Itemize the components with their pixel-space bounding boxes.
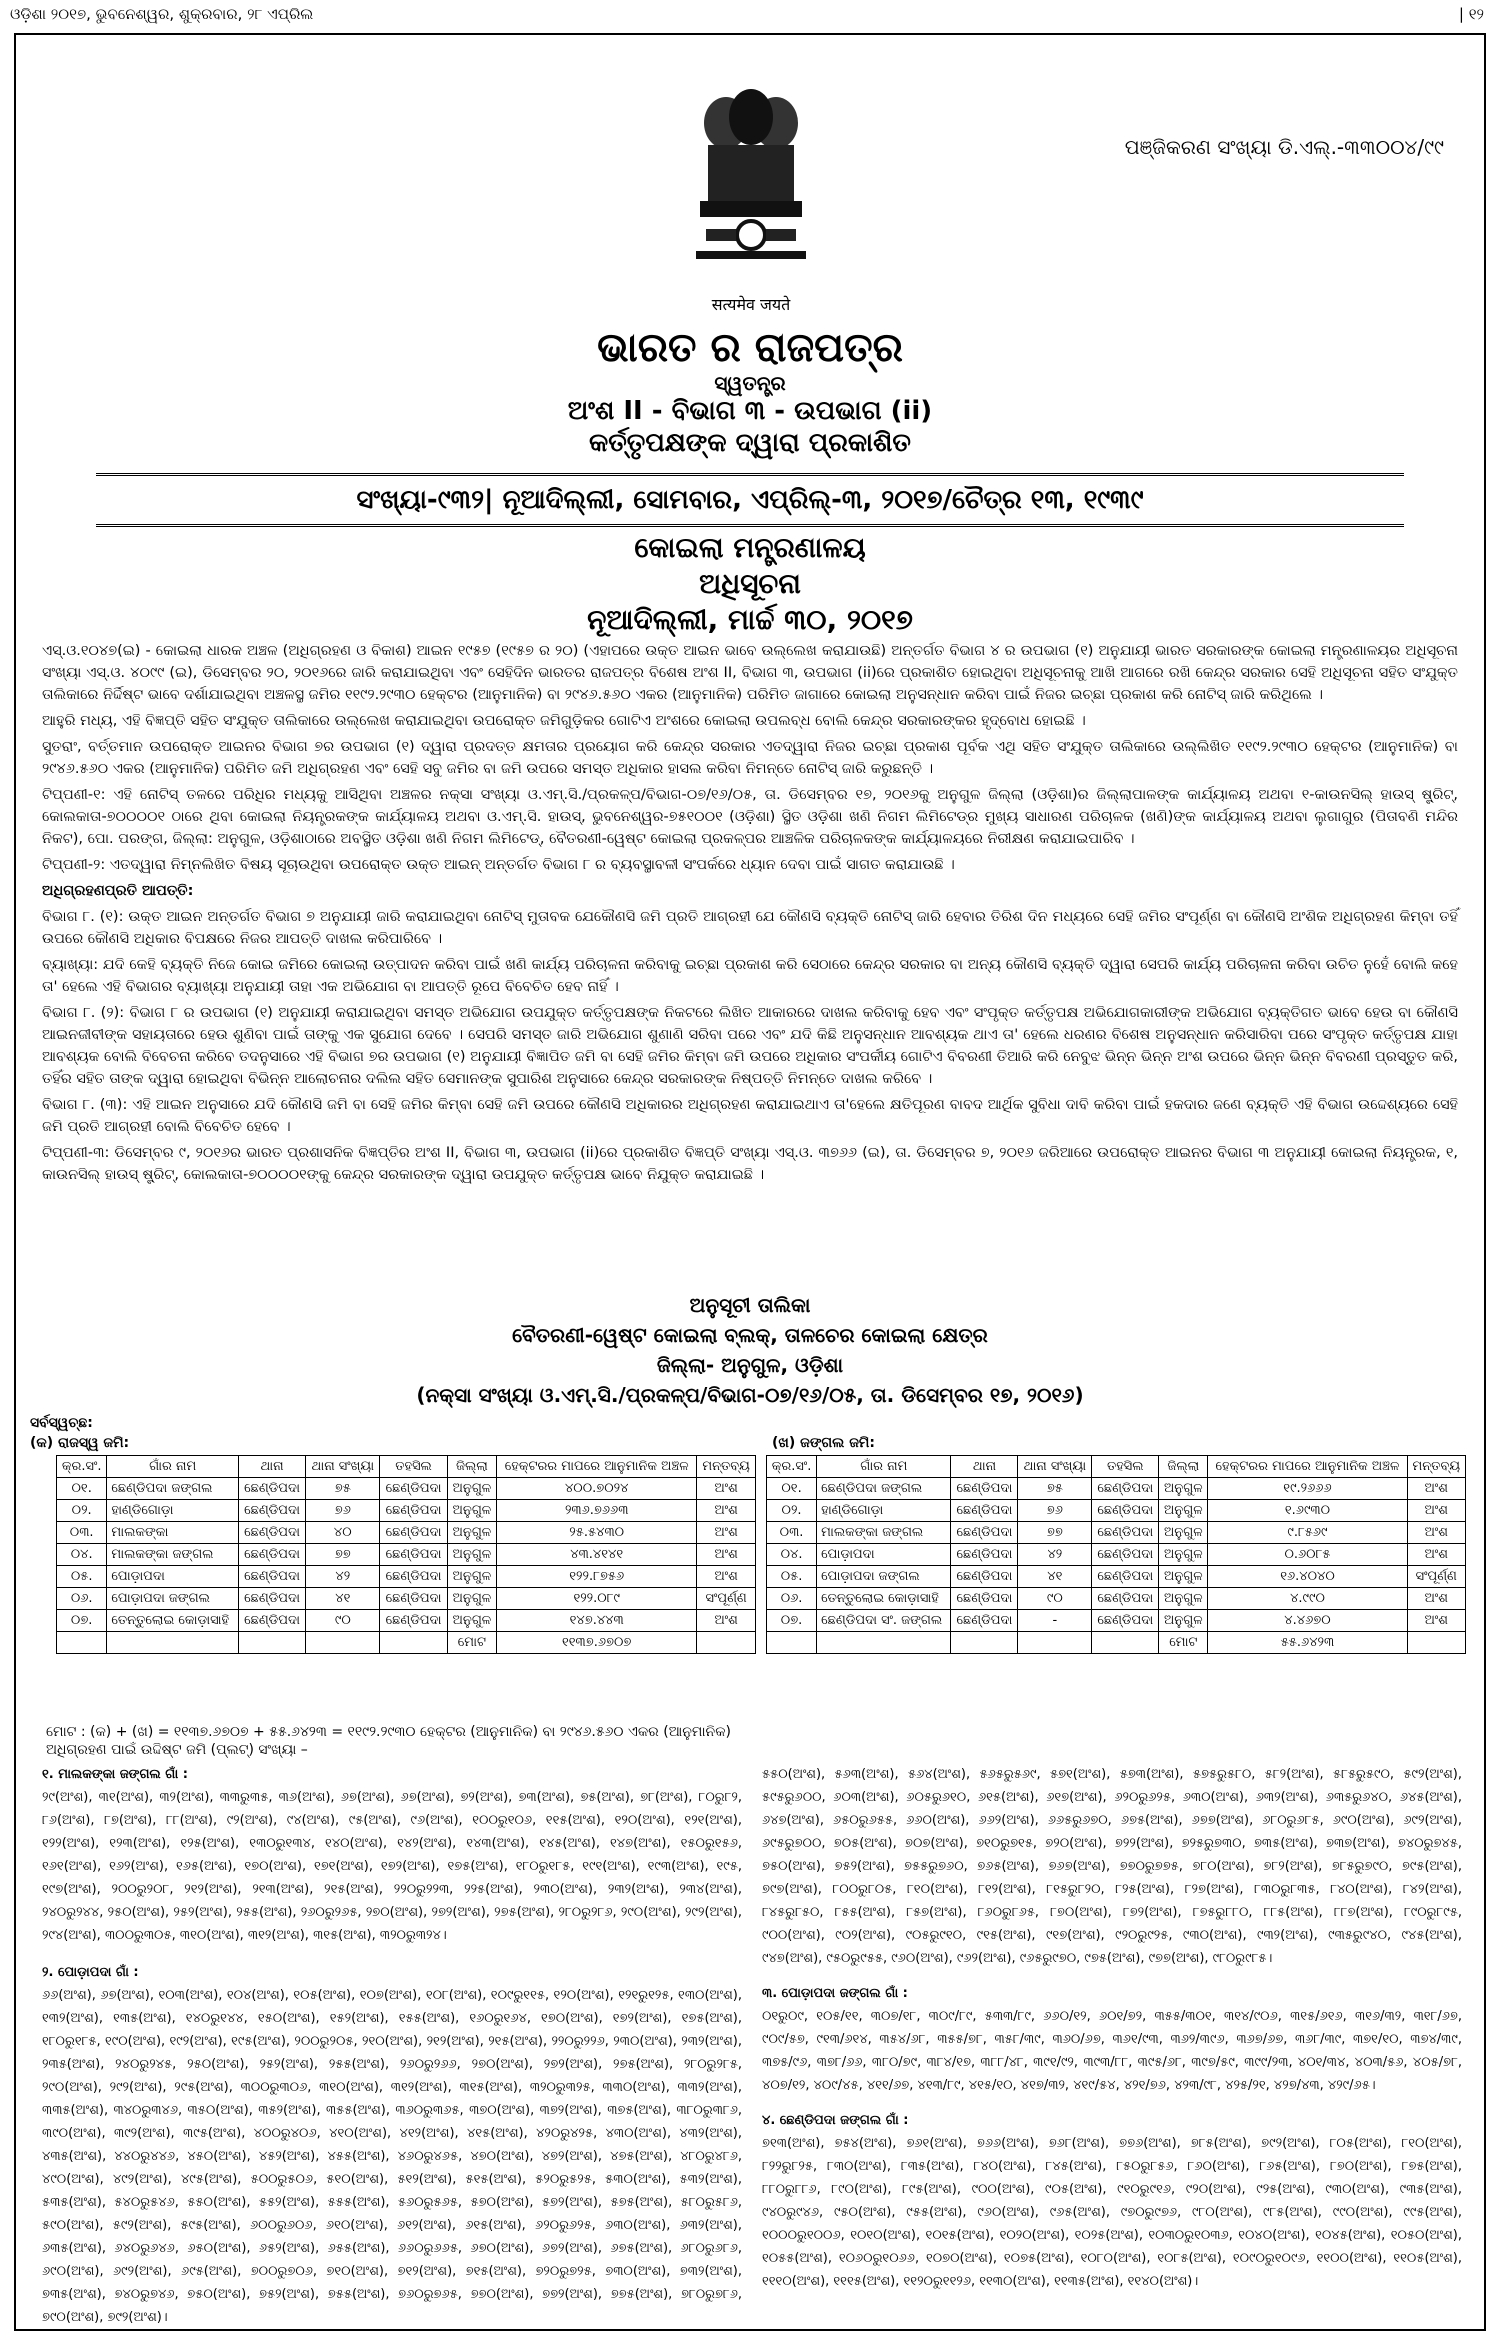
table-cell: ଛେଣ୍ଡିପଦା	[238, 1588, 305, 1610]
grand-total	[46, 1723, 731, 1759]
table-cell: ଛେଣ୍ଡିପଦା	[951, 1544, 1018, 1566]
plot-section-2-title: ୨. ପୋଡ଼ାପଦା ଗାଁ :	[42, 1965, 139, 1980]
table-cell: ଅନୁଗୁଳ	[447, 1588, 496, 1610]
table-row	[57, 1522, 756, 1544]
ministry-block	[16, 530, 1484, 638]
table-cell: ଛେଣ୍ଡିପଦା	[380, 1544, 447, 1566]
revenue-land-table	[56, 1455, 756, 1654]
plots-left	[42, 1763, 742, 2329]
table-a-header-row	[57, 1456, 756, 1478]
table-cell: ଛେଣ୍ଡିପଦା	[1092, 1588, 1159, 1610]
table-cell: ଅଂଶ	[1407, 1588, 1465, 1610]
section-8-3: ବିଭାଗ ୮. (୩): ଏହି ଆଇନ ଅନୁସାରେ ଯଦି କୌଣସି ଜମି ବା ସେହି ଜମିର କିମ୍ବା ସେହି ଜମି ଉପରେ କୌଣସି ଅଧିକାରର ଅଧିଗ୍ରହଣ କରାଯାଇଥାଏ ତା'ହେଲେ କ୍ଷତିପୂରଣ ବାବଦ ଆର୍ଥିକ ସୁବିଧା ଦାବି କରିବା ପାଇଁ ହକଦାର ଜଣେ ବ୍ୟକ୍ତି ଏହି ବିଭାଗ ଉଦ୍ଦେଶ୍ୟରେ ସେହି ଜମି ପ୍ରତି ଆଗ୍ରହୀ ବୋଲି ବିବେଚିତ ହେବେ ।	[42, 1097, 1458, 1135]
table-cell: ୪.୯୯୦	[1208, 1588, 1407, 1610]
plot-section-2-text: ୬୬(ଅଂଶ), ୬୭(ଅଂଶ), ୧୦୩(ଅଂଶ), ୧୦୪(ଅଂଶ), ୧୦୫(ଅଂଶ), ୧୦୭(ଅଂଶ), ୧୦୮(ଅଂଶ), ୧୦୯ରୁ୧୧୫, ୧୨୦(ଅଂଶ), ୧୨୧ରୁ୧୨୫, ୧୩୦(ଅଂଶ), ୧୩୨(ଅଂଶ), ୧୩୫(ଅଂଶ), ୧୪୦ରୁ୧୪୪, ୧୫୦(ଅଂଶ), ୧୫୨(ଅଂଶ), ୧୫୫(ଅଂଶ), ୧୬୦ରୁ୧୬୪, ୧୭୦(ଅଂଶ), ୧୭୨(ଅଂଶ), ୧୭୫(ଅଂଶ), ୧୮୦ରୁ୧୮୫, ୧୯୦(ଅଂଶ), ୧୯୨(ଅଂଶ), ୧୯୫(ଅଂଶ), ୨୦୦ରୁ୨୦୫, ୨୧୦(ଅଂଶ), ୨୧୨(ଅଂଶ), ୨୧୫(ଅଂଶ), ୨୨୦ରୁ୨୨୬, ୨୩୦(ଅଂଶ), ୨୩୨(ଅଂଶ), ୨୩୫(ଅଂଶ), ୨୪୦ରୁ୨୪୫, ୨୫୦(ଅଂଶ), ୨୫୨(ଅଂଶ), ୨୫୫(ଅଂଶ), ୨୬୦ରୁ୨୬୬, ୨୭୦(ଅଂଶ), ୨୭୨(ଅଂଶ), ୨୭୫(ଅଂଶ), ୨୮୦ରୁ୨୮୫, ୨୯୦(ଅଂଶ), ୨୯୨(ଅଂଶ), ୨୯୫(ଅଂଶ), ୩୦୦ରୁ୩୦୬, ୩୧୦(ଅଂଶ), ୩୧୨(ଅଂଶ), ୩୧୫(ଅଂଶ), ୩୨୦ରୁ୩୨୫, ୩୩୦(ଅଂଶ), ୩୩୨(ଅଂଶ), ୩୩୫(ଅଂଶ), ୩୪୦ରୁ୩୪୬, ୩୫୦(ଅଂଶ), ୩୫୨(ଅଂଶ), ୩୫୫(ଅଂଶ), ୩୬୦ରୁ୩୬୫, ୩୭୦(ଅଂଶ), ୩୭୨(ଅଂଶ), ୩୭୫(ଅଂଶ), ୩୮୦ରୁ୩୮୬, ୩୯୦(ଅଂଶ), ୩୯୨(ଅଂଶ), ୩୯୫(ଅଂଶ), ୪୦୦ରୁ୪୦୬, ୪୧୦(ଅଂଶ), ୪୧୨(ଅଂଶ), ୪୧୫(ଅଂଶ), ୪୨୦ରୁ୪୨୫, ୪୩୦(ଅଂଶ), ୪୩୨(ଅଂଶ), ୪୩୫(ଅଂଶ), ୪୪୦ରୁ୪୪୬, ୪୫୦(ଅଂଶ), ୪୫୨(ଅଂଶ), ୪୫୫(ଅଂଶ), ୪୬୦ରୁ୪୬୫, ୪୭୦(ଅଂଶ), ୪୭୨(ଅଂଶ), ୪୭୫(ଅଂଶ), ୪୮୦ରୁ୪୮୬, ୪୯୦(ଅଂଶ), ୪୯୨(ଅଂଶ), ୪୯୫(ଅଂଶ), ୫୦୦ରୁ୫୦୬, ୫୧୦(ଅଂଶ), ୫୧୨(ଅଂଶ), ୫୧୫(ଅଂଶ), ୫୨୦ରୁ୫୨୫, ୫୩୦(ଅଂଶ), ୫୩୨(ଅଂଶ), ୫୩୫(ଅଂଶ), ୫୪୦ରୁ୫୪୬, ୫୫୦(ଅଂଶ), ୫୫୨(ଅଂଶ), ୫୫୫(ଅଂଶ), ୫୬୦ରୁ୫୬୫, ୫୭୦(ଅଂଶ), ୫୭୨(ଅଂଶ), ୫୭୫(ଅଂଶ), ୫୮୦ରୁ୫୮୬, ୫୯୦(ଅଂଶ), ୫୯୨(ଅଂଶ), ୫୯୫(ଅଂଶ), ୬୦୦ରୁ୬୦୬, ୬୧୦(ଅଂଶ), ୬୧୨(ଅଂଶ), ୬୧୫(ଅଂଶ), ୬୨୦ରୁ୬୨୫, ୬୩୦(ଅଂଶ), ୬୩୨(ଅଂଶ), ୬୩୫(ଅଂଶ), ୬୪୦ରୁ୬୪୬, ୬୫୦(ଅଂଶ), ୬୫୨(ଅଂଶ), ୬୫୫(ଅଂଶ), ୬୬୦ରୁ୬୬୫, ୬୭୦(ଅଂଶ), ୬୭୨(ଅଂଶ), ୬୭୫(ଅଂଶ), ୬୮୦ରୁ୬୮୬, ୬୯୦(ଅଂଶ), ୬୯୨(ଅଂଶ), ୬୯୫(ଅଂଶ), ୭୦୦ରୁ୭୦୬, ୭୧୦(ଅଂଶ), ୭୧୨(ଅଂଶ), ୭୧୫(ଅଂଶ), ୭୨୦ରୁ୭୨୫, ୭୩୦(ଅଂଶ), ୭୩୨(ଅଂଶ), ୭୩୫(ଅଂଶ), ୭୪୦ରୁ୭୪୬, ୭୫୦(ଅଂଶ), ୭୫୨(ଅଂଶ), ୭୫୫(ଅଂଶ), ୭୬୦ରୁ୭୬୫, ୭୭୦(ଅଂଶ), ୭୭୨(ଅଂଶ), ୭୭୫(ଅଂଶ), ୭୮୦ରୁ୭୮୬, ୭୯୦(ଅଂଶ), ୭୯୨(ଅଂଶ)।	[42, 1988, 742, 2325]
table-cell: ଛେଣ୍ଡିପଦା	[951, 1610, 1018, 1632]
table-cell	[306, 1632, 380, 1654]
plot-section-1-cont: ୫୫୦(ଅଂଶ), ୫୬୩(ଅଂଶ), ୫୬୪(ଅଂଶ), ୫୬୫ରୁ୫୬୯, ୫୭୧(ଅଂଶ), ୫୭୩(ଅଂଶ), ୫୭୫ରୁ୫୮୦, ୫୮୨(ଅଂଶ), ୫୮୫ରୁ୫୯୦, ୫୯୨(ଅଂଶ), ୫୯୫ରୁ୬୦୦, ୬୦୩(ଅଂଶ), ୬୦୫ରୁ୬୧୦, ୬୧୫(ଅଂଶ), ୬୧୭(ଅଂଶ), ୬୨୦ରୁ୬୨୫, ୬୩୦(ଅଂଶ), ୬୩୨(ଅଂଶ), ୬୩୫ରୁ୬୪୦, ୬୪୫(ଅଂଶ), ୬୪୭(ଅଂଶ), ୬୫୦ରୁ୬୫୫, ୬୬୦(ଅଂଶ), ୬୬୨(ଅଂଶ), ୬୬୫ରୁ୬୭୦, ୬୭୫(ଅଂଶ), ୬୭୭(ଅଂଶ), ୬୮୦ରୁ୬୮୫, ୬୯୦(ଅଂଶ), ୬୯୨(ଅଂଶ), ୬୯୫ରୁ୭୦୦, ୭୦୫(ଅଂଶ), ୭୦୭(ଅଂଶ), ୭୧୦ରୁ୭୧୫, ୭୨୦(ଅଂଶ), ୭୨୨(ଅଂଶ), ୭୨୫ରୁ୭୩୦, ୭୩୫(ଅଂଶ), ୭୩୭(ଅଂଶ), ୭୪୦ରୁ୭୪୫, ୭୫୦(ଅଂଶ), ୭୫୨(ଅଂଶ), ୭୫୫ରୁ୭୬୦, ୭୬୫(ଅଂଶ), ୭୬୭(ଅଂଶ), ୭୭୦ରୁ୭୭୫, ୭୮୦(ଅଂଶ), ୭୮୨(ଅଂଶ), ୭୮୫ରୁ୭୯୦, ୭୯୫(ଅଂଶ), ୭୯୭(ଅଂଶ), ୮୦୦ରୁ୮୦୫, ୮୧୦(ଅଂଶ), ୮୧୨(ଅଂଶ), ୮୧୫ରୁ୮୨୦, ୮୨୫(ଅଂଶ), ୮୨୭(ଅଂଶ), ୮୩୦ରୁ୮୩୫, ୮୪୦(ଅଂଶ), ୮୪୨(ଅଂଶ), ୮୪୫ରୁ୮୫୦, ୮୫୫(ଅଂଶ), ୮୫୭(ଅଂଶ), ୮୬୦ରୁ୮୬୫, ୮୭୦(ଅଂଶ), ୮୭୨(ଅଂଶ), ୮୭୫ରୁ୮୮୦, ୮୮୫(ଅଂଶ), ୮୮୭(ଅଂଶ), ୮୯୦ରୁ୮୯୫, ୯୦୦(ଅଂଶ), ୯୦୨(ଅଂଶ), ୯୦୫ରୁ୯୧୦, ୯୧୫(ଅଂଶ), ୯୧୭(ଅଂଶ), ୯୨୦ରୁ୯୨୫, ୯୩୦(ଅଂଶ), ୯୩୨(ଅଂଶ), ୯୩୫ରୁ୯୪୦, ୯୪୫(ଅଂଶ), ୯୪୭(ଅଂଶ), ୯୫୦ରୁ୯୫୫, ୯୬୦(ଅଂଶ), ୯୬୨(ଅଂଶ), ୯୬୫ରୁ୯୭୦, ୯୭୫(ଅଂଶ), ୯୭୭(ଅଂଶ), ୯୮୦ରୁ୯୮୫।	[762, 1767, 1462, 1966]
table-cell: ତେନ୍ତୁଲୋଇ କୋଡ଼ାସାହି	[817, 1588, 951, 1610]
table-b-col-header: ହେକ୍ଟରର ମାପରେ ଆନୁମାନିକ ଅଞ୍ଚଳ	[1208, 1456, 1407, 1478]
table-row	[57, 1588, 756, 1610]
table-cell: ହାଣ୍ଡିଗୋଡ଼ା	[107, 1500, 239, 1522]
table-cell: ଅନୁଗୁଳ	[1159, 1478, 1208, 1500]
table-cell: ଛେଣ୍ଡିପଦା	[380, 1478, 447, 1500]
table-cell: ଛେଣ୍ଡିପଦା ଜଙ୍ଗଲ	[817, 1478, 951, 1500]
table-cell: ଅଂଶ	[1407, 1500, 1465, 1522]
table-cell: ମୋଟ	[447, 1632, 496, 1654]
table-cell: ୦୭.	[57, 1610, 107, 1632]
table-cell: ୪୦୦.୭୦୨୪	[497, 1478, 697, 1500]
registration-number: ପଞ୍ଜିକରଣ ସଂଖ୍ୟା ଡି.ଏଲ୍.-୩୩୦୦୪/୯୯	[1124, 135, 1444, 159]
table-a-col-header: ହେକ୍ଟରର ମାପରେ ଆନୁମାନିକ ଅଞ୍ଚଳ	[497, 1456, 697, 1478]
table-cell: ପୋଡ଼ାପଦା ଜଙ୍ଗଲ	[107, 1588, 239, 1610]
objection-heading: ଅଧିଗ୍ରହଣପ୍ରତି ଆପତ୍ତି:	[42, 883, 194, 899]
table-cell: ଅନୁଗୁଳ	[1159, 1588, 1208, 1610]
section-8-1: ବିଭାଗ ୮. (୧): ଉକ୍ତ ଆଇନ ଅନ୍ତର୍ଗତ ବିଭାଗ ୭ ଅନୁଯାୟୀ ଜାରି କରାଯାଇଥିବା ନୋଟିସ୍ ମୁତାବକ ଯେକୌଣସି ଜମି ପ୍ରତି ଆଗ୍ରହୀ ଯେ କୌଣସି ବ୍ୟକ୍ତି ନୋଟିସ୍ ଜାରି ହେବାର ତିରିଶ ଦିନ ମଧ୍ୟରେ ସେହି ଜମିର ସଂପୂର୍ଣ୍ଣ ବା କୌଣସି ଅଂଶିକ ଅଧିଗ୍ରହଣ କିମ୍ବା ତହିଁ ଉପରେ କୌଣସି ଅଧିକାର ବିପକ୍ଷରେ ନିଜର ଆପତ୍ତି ଦାଖଲ କରିପାରିବେ ।	[42, 909, 1458, 947]
schedule-district: ଜିଲ୍ଲା- ଅନୁଗୁଳ, ଓଡ଼ିଶା	[656, 1353, 844, 1377]
schedule-map: (ନକ୍ସା ସଂଖ୍ୟା ଓ.ଏମ୍.ସି./ପ୍ରକଳ୍ପ/ବିଭାଗ-୦୭/୧୬/୦୫, ତା. ଡିସେମ୍ବର ୧୭, ୨୦୧୬)	[416, 1383, 1084, 1407]
table-cell: ଅଂଶ	[1407, 1610, 1465, 1632]
table-cell: ୪୨	[1018, 1544, 1092, 1566]
table-row	[767, 1566, 1466, 1588]
table-cell: ଅଂଶ	[1407, 1544, 1465, 1566]
table-a-col-header: ମନ୍ତବ୍ୟ	[697, 1456, 756, 1478]
table-cell: ୯୦	[306, 1610, 380, 1632]
table-cell: ଛେଣ୍ଡିପଦା	[951, 1522, 1018, 1544]
table-cell	[1407, 1632, 1465, 1654]
table-b-col-header: ତହସିଲ	[1092, 1456, 1159, 1478]
table-cell: ୭୭	[1018, 1522, 1092, 1544]
table-cell: ଛେଣ୍ଡିପଦା	[1092, 1500, 1159, 1522]
table-cell: ଛେଣ୍ଡିପଦା	[238, 1544, 305, 1566]
table-cell: ତେନ୍ତୁଲୋଇ କୋଡ଼ାସାହି	[107, 1610, 239, 1632]
table-a-col-header: ତହସିଲ	[380, 1456, 447, 1478]
table-cell: ୭୫	[1018, 1478, 1092, 1500]
table-cell: ଛେଣ୍ଡିପଦା	[238, 1610, 305, 1632]
table-a-col-header: ଥାନା	[238, 1456, 305, 1478]
table-cell: ୦୨.	[57, 1500, 107, 1522]
plot-section-1-text: ୨୯(ଅଂଶ), ୩୧(ଅଂଶ), ୩୨(ଅଂଶ), ୩୩ରୁ୩୫, ୩୬(ଅଂଶ), ୬୭(ଅଂଶ), ୬୭(ଅଂଶ), ୭୨(ଅଂଶ), ୭୩(ଅଂଶ), ୭୫(ଅଂଶ), ୭୮(ଅଂଶ), ୮୦ରୁ୮୨, ୮୬(ଅଂଶ), ୮୭(ଅଂଶ), ୮୮(ଅଂଶ), ୯୨(ଅଂଶ), ୯୪(ଅଂଶ), ୯୫(ଅଂଶ), ୯୬(ଅଂଶ), ୧୦୦ରୁ୧୦୬, ୧୧୫(ଅଂଶ), ୧୨୦(ଅଂଶ), ୧୨୧(ଅଂଶ), ୧୨୨(ଅଂଶ), ୧୨୩(ଅଂଶ), ୧୨୫(ଅଂଶ), ୧୩୦ରୁ୧୩୪, ୧୪୦(ଅଂଶ), ୧୪୨(ଅଂଶ), ୧୪୩(ଅଂଶ), ୧୪୫(ଅଂଶ), ୧୪୭(ଅଂଶ), ୧୫୦ରୁ୧୫୬, ୧୬୧(ଅଂଶ), ୧୬୨(ଅଂଶ), ୧୬୫(ଅଂଶ), ୧୭୦(ଅଂଶ), ୧୭୧(ଅଂଶ), ୧୭୨(ଅଂଶ), ୧୭୫(ଅଂଶ), ୧୮୦ରୁ୧୮୫, ୧୯୧(ଅଂଶ), ୧୯୩(ଅଂଶ), ୧୯୫, ୧୯୭(ଅଂଶ), ୨୦୦ରୁ୨୦୮, ୨୧୨(ଅଂଶ), ୨୧୩(ଅଂଶ), ୨୧୫(ଅଂଶ), ୨୨୦ରୁ୨୨୩, ୨୨୫(ଅଂଶ), ୨୩୦(ଅଂଶ), ୨୩୨(ଅଂଶ), ୨୩୪(ଅଂଶ), ୨୪୦ରୁ୨୪୪, ୨୫୦(ଅଂଶ), ୨୫୨(ଅଂଶ), ୨୫୫(ଅଂଶ), ୨୬୦ରୁ୨୬୫, ୨୭୦(ଅଂଶ), ୨୭୨(ଅଂଶ), ୨୭୫(ଅଂଶ), ୨୮୦ରୁ୨୮୬, ୨୯୦(ଅଂଶ), ୨୯୨(ଅଂଶ), ୨୯୪(ଅଂଶ), ୩୦୦ରୁ୩୦୫, ୩୧୦(ଅଂଶ), ୩୧୨(ଅଂଶ), ୩୧୫(ଅଂଶ), ୩୨୦ରୁ୩୨୪।	[42, 1790, 742, 1943]
table-cell: ୦୫.	[57, 1566, 107, 1588]
table-cell	[1092, 1632, 1159, 1654]
note-1: ଟିପ୍ପଣୀ-୧: ଏହି ନୋଟିସ୍ ତଳରେ ପରିଧିର ମଧ୍ୟକୁ ଆସିଥିବା ଅଞ୍ଚଳର ନକ୍ସା ସଂଖ୍ୟା ଓ.ଏମ୍.ସି./ପ୍ରକଳ୍ପ/ବିଭାଗ-୦୭/୧୬/୦୫, ତା. ଡିସେମ୍ବର ୧୭, ୨୦୧୬କୁ ଅନୁଗୁଳ ଜିଲ୍ଲା (ଓଡ଼ିଶା)ର ଜିଲ୍ଲାପାଳଙ୍କ କାର୍ଯ୍ୟାଳୟ ଅଥବା ୧-କାଉନସିଲ୍ ହାଉସ୍ ଷ୍ଟ୍ରିଟ୍, କୋଲକାତା-୭୦୦୦୦୧ ଠାରେ ଥିବା କୋଇଲା ନିୟନ୍ତ୍ରକଙ୍କ କାର୍ଯ୍ୟାଳୟ ଅଥବା ଓ.ଏମ୍.ସି. ହାଉସ୍, ଭୁବନେଶ୍ୱର-୭୫୧୦୦୧ (ଓଡ଼ିଶା) ସ୍ଥିତ ଓଡ଼ିଶା ଖଣି ନିଗମ ଲିମିଟେଡ୍ର ମୁଖ୍ୟ ସାଧାରଣ ପରିଚାଳକ (ଖଣି)ଙ୍କ କାର୍ଯ୍ୟାଳୟ ଅଥବା ଲୁଗାଗୁର (ପିତାବଣି ମନ୍ଦିର ନିକଟ), ପୋ. ପରଙ୍ଗ, ଜିଲ୍ଲା: ଅନୁଗୁଳ, ଓଡ଼ିଶାଠାରେ ଅବସ୍ଥିତ ଓଡ଼ିଶା ଖଣି ନିଗମ ଲିମିଟେଡ୍, ବୈତରଣୀ-ୱେଷ୍ଟ କୋଇଲା ପ୍ରକଳ୍ପର ଆଞ୍ଚଳିକ ପରିଚାଳକଙ୍କ କାର୍ଯ୍ୟାଳୟରେ ନିରୀକ୍ଷଣ କରାଯାଇପାରିବ ।	[42, 787, 1458, 847]
plot-section-4-text: ୭୧୩(ଅଂଶ), ୭୫୪(ଅଂଶ), ୭୬୧(ଅଂଶ), ୭୬୬(ଅଂଶ), ୭୬୮(ଅଂଶ), ୭୭୬(ଅଂଶ), ୭୮୫(ଅଂଶ), ୭୯୨(ଅଂଶ), ୮୦୫(ଅଂଶ), ୮୧୦(ଅଂଶ), ୮୨୨ରୁ୮୨୫, ୮୩୦(ଅଂଶ), ୮୩୫(ଅଂଶ), ୮୪୦(ଅଂଶ), ୮୪୫(ଅଂଶ), ୮୫୦ରୁ୮୫୬, ୮୬୦(ଅଂଶ), ୮୬୫(ଅଂଶ), ୮୭୦(ଅଂଶ), ୮୭୫(ଅଂଶ), ୮୮୦ରୁ୮୮୬, ୮୯୦(ଅଂଶ), ୮୯୫(ଅଂଶ), ୯୦୦(ଅଂଶ), ୯୦୫(ଅଂଶ), ୯୧୦ରୁ୯୧୬, ୯୨୦(ଅଂଶ), ୯୨୫(ଅଂଶ), ୯୩୦(ଅଂଶ), ୯୩୫(ଅଂଶ), ୯୪୦ରୁ୯୪୬, ୯୫୦(ଅଂଶ), ୯୫୫(ଅଂଶ), ୯୬୦(ଅଂଶ), ୯୬୫(ଅଂଶ), ୯୭୦ରୁ୯୭୬, ୯୮୦(ଅଂଶ), ୯୮୫(ଅଂଶ), ୯୯୦(ଅଂଶ), ୯୯୫(ଅଂଶ), ୧୦୦୦ରୁ୧୦୦୬, ୧୦୧୦(ଅଂଶ), ୧୦୧୫(ଅଂଶ), ୧୦୨୦(ଅଂଶ), ୧୦୨୫(ଅଂଶ), ୧୦୩୦ରୁ୧୦୩୬, ୧୦୪୦(ଅଂଶ), ୧୦୪୫(ଅଂଶ), ୧୦୫୦(ଅଂଶ), ୧୦୫୫(ଅଂଶ), ୧୦୬୦ରୁ୧୦୬୬, ୧୦୭୦(ଅଂଶ), ୧୦୭୫(ଅଂଶ), ୧୦୮୦(ଅଂଶ), ୧୦୮୫(ଅଂଶ), ୧୦୯୦ରୁ୧୦୯୬, ୧୧୦୦(ଅଂଶ), ୧୧୦୫(ଅଂଶ), ୧୧୧୦(ଅଂଶ), ୧୧୧୫(ଅଂଶ), ୧୧୨୦ରୁ୧୧୨୬, ୧୧୩୦(ଅଂଶ), ୧୧୩୫(ଅଂଶ), ୧୧୪୦(ଅଂଶ)।	[762, 2136, 1462, 2289]
gazette-title: ଭାରତ ର ରାଜପତ୍ର	[597, 325, 903, 371]
section-8-2: ବିଭାଗ ୮. (୨): ବିଭାଗ ୮ ର ଉପଭାଗ (୧) ଅନୁଯାୟୀ କରାଯାଇଥିବା ସମସ୍ତ ଅଭିଯୋଗ ଉପଯୁକ୍ତ କର୍ତ୍ତୃପକ୍ଷଙ୍କ ନିକଟରେ ଲିଖିତ ଆକାରରେ ଦାଖଲ କରିବାକୁ ହେବ ଏବଂ ସଂପୃକ୍ତ କର୍ତ୍ତୃପକ୍ଷ ଅଭିଯୋଗକାରୀଙ୍କ ଅଭିଯୋଗ ବ୍ୟକ୍ତିଗତ ଭାବେ ହେଉ ବା କୌଣସି ଆଇନଜୀବୀଙ୍କ ସହାୟତାରେ ହେଉ ଶୁଣିବା ପାଇଁ ତାଙ୍କୁ ଏକ ସୁଯୋଗ ଦେବେ । ସେପରି ସମସ୍ତ ଜାରି ଅଭିଯୋଗ ଶୁଣାଣି ସରିବା ପରେ ଏବଂ ଯଦି କିଛି ଅନୁସନ୍ଧାନ ଆବଶ୍ୟକ ଥାଏ ତା' ହେଲେ ଧରଣର ବିଶେଷ ଅନୁସନ୍ଧାନ କରିସାରିବା ପରେ ସଂପୃକ୍ତ କର୍ତ୍ତୃପକ୍ଷ ଯାହା ଆବଶ୍ୟକ ବୋଲି ବିବେଚନା କରିବେ ତଦନୁସାରେ ଏହି ବିଭାଗ ୭ର ଉପଭାଗ (୧) ଅନୁଯାୟୀ ବିଜ୍ଞାପିତ ଜମି ବା ସେହି ଜମିର କିମ୍ବା ଜମି ଉପରେ ଅଧିକାର ସଂପର୍କୀୟ ଗୋଟିଏ ବିବରଣୀ ତିଆରି କରି ନେବୁଝ ଭିନ୍ନ ଭିନ୍ନ ଅଂଶ ଉପରେ ଭିନ୍ନ ଭିନ୍ନ ବିବରଣୀ ପ୍ରସ୍ତୁତ କରି, ତହିଁର ସହିତ ତାଙ୍କ ଦ୍ୱାରା ହୋଇଥିବା ବିଭିନ୍ନ ଆଲୋଚନାର ଦଲିଲ ସହିତ ସେମାନଙ୍କ ସୁପାରିଶ ଅନୁସାରେ କେନ୍ଦ୍ର ସରକାରଙ୍କ ନିଷ୍ପତ୍ତି ନିମନ୍ତେ ଦାଖଲ କରିବେ ।	[42, 1005, 1458, 1087]
table-cell: ମୋଟ	[1159, 1632, 1208, 1654]
table-cell: ଛେଣ୍ଡିପଦା	[1092, 1522, 1159, 1544]
table-cell: ୨୩୬.୭୬୬୩	[497, 1500, 697, 1522]
table-cell: ପୋଡ଼ାପଦା	[107, 1566, 239, 1588]
gazette-part: ଅଂଶ II - ବିଭାଗ ୩ - ଉପଭାଗ (ii)	[567, 396, 933, 426]
table-row	[767, 1588, 1466, 1610]
table-a-col-header: ଥାନା ସଂଖ୍ୟା	[306, 1456, 380, 1478]
table-cell: ହାଣ୍ଡିଗୋଡ଼ା	[817, 1500, 951, 1522]
plot-section-3-title: ୩. ପୋଡ଼ାପଦା ଜଙ୍ଗଲ ଗାଁ :	[762, 1986, 908, 2001]
plot-section-4-title: ୪. ଛେଣ୍ଡିପଦା ଜଙ୍ଗଲ ଗାଁ :	[762, 2113, 909, 2128]
issue-line: ସଂଖ୍ୟା-୯୩୨| ନୂଆଦିଲ୍ଲୀ, ସୋମବାର, ଏପ୍ରିଲ୍-୩, ୨୦୧୭/ଚୈତ୍ର ୧୩, ୧୯୩୯	[96, 473, 1404, 527]
plots-right	[762, 1763, 1462, 2293]
table-cell: ୪୧	[1018, 1566, 1092, 1588]
table-cell: ୧୧୩୭.୬୭୦୭	[497, 1632, 697, 1654]
table-row	[767, 1610, 1466, 1632]
table-cell: ଛେଣ୍ଡିପଦା	[380, 1566, 447, 1588]
table-cell: ଅଂଶ	[697, 1522, 756, 1544]
para-2: ଆହୁରି ମଧ୍ୟ, ଏହି ବିଜ୍ଞପ୍ତି ସହିତ ସଂଯୁକ୍ତ ତାଲିକାରେ ଉଲ୍ଲେଖ କରାଯାଇଥିବା ଉପରୋକ୍ତ ଜମିଗୁଡ଼ିକର ଗୋଟିଏ ଅଂଶରେ କୋଇଲା ଉପଲବ୍ଧ ବୋଲି କେନ୍ଦ୍ର ସରକାରଙ୍କର ହୃଦ୍‌ବୋଧ ହୋଇଛି ।	[42, 713, 1086, 729]
plot-section-3-text: ୦୧ରୁ୦୯, ୧୦୫/୧୧, ୩୦୭/୧୮, ୩୦୯/୮୯, ୫୩୩/୮୯, ୬୬୦/୧୨, ୬୦୧/୭୨, ୩୫୫/୩୦୧, ୩୧୪/୯୦୬, ୩୧୫/୬୧୬, ୩୧୬/୩୨, ୩୧୮/୬୭, ୯୦୯/୫୭, ୯୧୩/୬୧୪, ୩୫୪/୬୮, ୩୫୫/୭୮, ୩୫୮/୩୯, ୩୬୦/୬୭, ୩୬୧/୯୩, ୩୬୨/୩୯୬, ୩୬୭/୬୭, ୩୬୮/୩୯, ୩୭୧/୧୦, ୩୭୪/୩୯, ୩୭୫/୯୬, ୩୭୮/୬୬, ୩୮୦/୭୯, ୩୮୪/୧୭, ୩୮୮/୪୮, ୩୯୧/୯୨, ୩୯୩/୮୮, ୩୯୫/୬୮, ୩୯୭/୫୯, ୩୯୯/୨୩, ୪୦୧/୩୪, ୪୦୩/୫୬, ୪୦୫/୭୮, ୪୦୭/୧୨, ୪୦୯/୪୫, ୪୧୧/୬୭, ୪୧୩/୮୯, ୪୧୫/୧୦, ୪୧୭/୩୨, ୪୧୯/୫୪, ୪୨୧/୭୬, ୪୨୩/୯୮, ୪୨୫/୨୧, ୪୨୭/୪୩, ୪୨୯/୬୫।	[762, 2009, 1462, 2093]
notification-body	[42, 640, 1458, 1190]
table-cell: ୦୬.	[57, 1588, 107, 1610]
table-cell: ୫୫.୬୪୨୩	[1208, 1632, 1407, 1654]
table-cell: ଅଂଶ	[697, 1544, 756, 1566]
table-cell: ୦୩.	[57, 1522, 107, 1544]
table-b-col-header: ଜିଲ୍ଲା	[1159, 1456, 1208, 1478]
masthead	[16, 325, 1484, 459]
table-cell: ଛେଣ୍ଡିପଦା	[238, 1566, 305, 1588]
table-cell: ୧୪୭.୪୪୩	[497, 1610, 697, 1632]
table-cell: ଅଂଶ	[1407, 1478, 1465, 1500]
table-cell: ଛେଣ୍ଡିପଦା	[238, 1478, 305, 1500]
table-cell: ୭୫	[306, 1478, 380, 1500]
table-cell: ଅଂଶ	[697, 1610, 756, 1632]
grand-total-line: ମୋଟ : (କ) + (ଖ) = ୧୧୩୭.୬୭୦୭ + ୫୫.୬୪୨୩ = ୧୧୯୨.୨୯୩୦ ହେକ୍ଟର (ଆନୁମାନିକ) ବା ୨୯୪୬.୫୬୦ ଏକର (ଆନୁମାନିକ)	[46, 1724, 732, 1740]
table-cell: ୦.୬୦୮୫	[1208, 1544, 1407, 1566]
table-a-col-header: ଜିଲ୍ଲା	[447, 1456, 496, 1478]
table-cell	[380, 1632, 447, 1654]
table-cell: ମାଲକଙ୍କା ଜଙ୍ଗଲ	[817, 1522, 951, 1544]
table-cell	[767, 1632, 817, 1654]
table-cell: ଛେଣ୍ଡିପଦା	[1092, 1610, 1159, 1632]
table-cell: ସଂପୂର୍ଣ୍ଣ	[1407, 1566, 1465, 1588]
table-cell: ଛେଣ୍ଡିପଦା	[1092, 1544, 1159, 1566]
table-cell: ୭୬	[1018, 1500, 1092, 1522]
ashoka-emblem-icon	[686, 83, 816, 293]
page-number: | ୧୨	[1458, 5, 1484, 23]
table-row	[57, 1478, 756, 1500]
table-cell: ମାଲକଙ୍କା ଜଙ୍ଗଲ	[107, 1544, 239, 1566]
table-row	[57, 1544, 756, 1566]
table-cell	[57, 1632, 107, 1654]
table-row	[767, 1522, 1466, 1544]
table-cell: ୦୩.	[767, 1522, 817, 1544]
gazette-authority: କର୍ତ୍ତୃପକ୍ଷଙ୍କ ଦ୍ୱାରା ପ୍ରକାଶିତ	[589, 428, 911, 458]
table-cell: ୦୧.	[767, 1478, 817, 1500]
para-3: ସୁତରାଂ, ବର୍ତ୍ତମାନ ଉପରୋକ୍ତ ଆଇନର ବିଭାଗ ୭ର ଉପଭାଗ (୧) ଦ୍ୱାରା ପ୍ରଦତ୍ତ କ୍ଷମତାର ପ୍ରୟୋଗ କରି କେନ୍ଦ୍ର ସରକାର ଏତଦ୍ୱାରା ନିଜର ଇଚ୍ଛା ପ୍ରକାଶ ପୂର୍ବକ ଏଥି ସହିତ ସଂଯୁକ୍ତ ତାଲିକାରେ ଉଲ୍ଲିଖିତ ୧୧୯୨.୨୯୩୦ ହେକ୍ଟର (ଆନୁମାନିକ) ବା ୨୯୪୬.୫୬୦ ଏକର (ଆନୁମାନିକ) ପରିମିତ ଜମି ଅଧିଗ୍ରହଣ ଏବଂ ସେହି ସବୁ ଜମିର ବା ଜମି ଉପରେ ସମସ୍ତ ଅଧିକାର ହାସଲ କରିବା ନିମନ୍ତେ ନୋଟିସ୍ ଜାରି କରୁଛନ୍ତି ।	[42, 739, 1458, 777]
table-cell: ଛେଣ୍ଡିପଦା	[380, 1588, 447, 1610]
table-cell: ମାଲକଙ୍କା	[107, 1522, 239, 1544]
gazette-subtitle: ସ୍ୱତନ୍ତ୍ର	[714, 371, 786, 395]
table-cell: ଛେଣ୍ଡିପଦା	[1092, 1478, 1159, 1500]
table-cell: ୭୬	[306, 1500, 380, 1522]
table-cell: ଅଂଶ	[697, 1478, 756, 1500]
table-row	[57, 1610, 756, 1632]
table-cell: ଅନୁଗୁଳ	[447, 1566, 496, 1588]
table-cell: ଛେଣ୍ଡିପଦା	[380, 1522, 447, 1544]
table-cell: ୪.୪୬୭୦	[1208, 1610, 1407, 1632]
table-cell: ୦୪.	[57, 1544, 107, 1566]
schedule-block: ବୈତରଣୀ-ୱେଷ୍ଟ କୋଇଲା ବ୍ଲକ୍, ତାଳଚେର କୋଇଲା କ୍ଷେତ୍ର	[512, 1323, 988, 1347]
table-cell	[107, 1632, 239, 1654]
table-cell: ଅନୁଗୁଳ	[1159, 1610, 1208, 1632]
table-a-label: (କ) ରାଜସ୍ୱ ଜମି:	[30, 1435, 130, 1451]
dateline: ନୂଆଦିଲ୍ଲୀ, ମାର୍ଚ୍ଚ ୩୦, ୨୦୧୭	[587, 603, 913, 636]
table-cell: ୪୨	[306, 1566, 380, 1588]
table-a-col-header: କ୍ର.ସଂ.	[57, 1456, 107, 1478]
table-cell: -	[1018, 1610, 1092, 1632]
table-cell: ୯୦	[1018, 1588, 1092, 1610]
table-b-total-row	[767, 1632, 1466, 1654]
table-a-col-header: ଗାଁର ନାମ	[107, 1456, 239, 1478]
table-cell: ପୋଡ଼ାପଦା	[817, 1544, 951, 1566]
table-cell: ୦୫.	[767, 1566, 817, 1588]
table-cell: ଛେଣ୍ଡିପଦା	[238, 1522, 305, 1544]
table-cell: ଛେଣ୍ଡିପଦା	[238, 1500, 305, 1522]
table-cell: ଅନୁଗୁଳ	[447, 1522, 496, 1544]
table-cell: ପୋଡ଼ାପଦା ଜଙ୍ଗଲ	[817, 1566, 951, 1588]
header-left: ଓଡ଼ିଶା ୨୦୧୭, ଭୁବନେଶ୍ୱର, ଶୁକ୍ରବାର, ୨୮ ଏପ୍ରିଲ	[10, 5, 314, 23]
table-cell: ୦୪.	[767, 1544, 817, 1566]
table-a-total-row	[57, 1632, 756, 1654]
table-b-col-header: କ୍ର.ସଂ.	[767, 1456, 817, 1478]
table-cell: ଛେଣ୍ଡିପଦା ସଂ. ଜଙ୍ଗଲ	[817, 1610, 951, 1632]
table-cell: ୧୯.୨୬୬୬	[1208, 1478, 1407, 1500]
table-cell: ଛେଣ୍ଡିପଦା	[380, 1500, 447, 1522]
emblem-motto: सत्यमेव जयते	[711, 295, 791, 314]
table-cell: ଅଂଶ	[697, 1500, 756, 1522]
schedule-heading	[16, 1290, 1484, 1410]
ministry-name: କୋଇଲା ମନ୍ତ୍ରଣାଳୟ	[634, 531, 866, 564]
table-b-col-header: ମନ୍ତବ୍ୟ	[1407, 1456, 1465, 1478]
table-cell: ୪୩.୪୧୪୧	[497, 1544, 697, 1566]
table-cell: ୧୬.୪୦୪୦	[1208, 1566, 1407, 1588]
note-3: ଟିପ୍ପଣୀ-୩: ଡିସେମ୍ବର ୯, ୨୦୧୬ର ଭାରତ ପ୍ରଶାସନିକ ବିଜ୍ଞପ୍ତିର ଅଂଶ II, ବିଭାଗ ୩, ଉପଭାଗ (ii)ରେ ପ୍ରକାଶିତ ବିଜ୍ଞପ୍ତି ସଂଖ୍ୟା ଏସ୍.ଓ. ୩୭୬୬ (ଇ), ତା. ଡିସେମ୍ବର ୭, ୨୦୧୬ ଜରିଆରେ ଉପରୋକ୍ତ ଆଇନର ବିଭାଗ ୩ ଅନୁଯାୟୀ କୋଇଲା ନିୟନ୍ତ୍ରକ, ୧, କାଉନସିଲ୍ ହାଉସ୍ ଷ୍ଟ୍ରିଟ୍, କୋଲକାତା-୭୦୦୦୦୧ଙ୍କୁ କେନ୍ଦ୍ର ସରକାରଙ୍କ ଦ୍ୱାରା ଉପଯୁକ୍ତ କର୍ତ୍ତୃପକ୍ଷ ଭାବେ ନିଯୁକ୍ତ କରାଯାଇଛି ।	[42, 1145, 1458, 1183]
table-cell: ଅଂଶ	[1407, 1522, 1465, 1544]
table-cell: ୦୬.	[767, 1588, 817, 1610]
table-cell: ଛେଣ୍ଡିପଦା ଜଙ୍ଗଲ	[107, 1478, 239, 1500]
table-cell: ଛେଣ୍ଡିପଦା	[951, 1478, 1018, 1500]
para-1: ଏସ୍.ଓ.୧୦୪୭(ଇ) - କୋଇଲା ଧାରକ ଅଞ୍ଚଳ (ଅଧିଗ୍ରହଣ ଓ ବିକାଶ) ଆଇନ ୧୯୫୭ (୧୯୫୭ ର ୨୦) (ଏହାପରେ ଉକ୍ତ ଆଇନ ଭାବେ ଉଲ୍ଲେଖ କରାଯାଉଛି) ଅନ୍ତର୍ଗତ ବିଭାଗ ୪ ର ଉପଭାଗ (୧) ଅନୁଯାୟୀ ଭାରତ ସରକାରଙ୍କ କୋଇଲା ମନ୍ତ୍ରଣାଳୟର ଅଧିସୂଚନା ସଂଖ୍ୟା ଏସ୍.ଓ. ୪୦୯୯ (ଇ), ଡିସେମ୍ବର ୨୦, ୨୦୧୬ରେ ଜାରି କରାଯାଇଥିବା ଏବଂ ସେହିଦିନ ଭାରତର ରାଜପତ୍ର ବିଶେଷ ଅଂଶ II, ବିଭାଗ ୩, ଉପଭାଗ (ii)ରେ ପ୍ରକାଶିତ ହୋଇଥିବା ଅଧିସୂଚନାକୁ ଆଖି ଆଗରେ ରଖି କେନ୍ଦ୍ର ସରକାର ସେହି ଅଧିସୂଚନା ସହିତ ସଂଯୁକ୍ତ ତାଲିକାରେ ନିର୍ଦ୍ଦିଷ୍ଟ ଭାବେ ଦର୍ଶାଯାଇଥିବା ଅଞ୍ଚଳସ୍ଥ ଜମିର ୧୧୯୨.୨୯୩୦ ହେକ୍ଟର (ଆନୁମାନିକ) ବା ୨୯୪୬.୫୬୦ ଏକର (ଆନୁମାନିକ) ପରିମିତ ଜାଗାରେ କୋଇଲା ଅନୁସନ୍ଧାନ କରିବା ପାଇଁ ନିଜର ଇଚ୍ଛା ପ୍ରକାଶ କରି ନୋଟିସ୍ ଜାରି କରିଥିଲେ ।	[42, 643, 1458, 703]
table-cell	[951, 1632, 1018, 1654]
table-cell	[697, 1632, 756, 1654]
table-cell: ଅନୁଗୁଳ	[1159, 1544, 1208, 1566]
table-cell: ୦୨.	[767, 1500, 817, 1522]
table-cell	[238, 1632, 305, 1654]
table-cell: ଛେଣ୍ଡିପଦା	[951, 1566, 1018, 1588]
schedule-title: ଅନୁସୂଚୀ ତାଲିକା	[689, 1293, 811, 1317]
table-cell: ୦୭.	[767, 1610, 817, 1632]
gazette-frame	[14, 33, 1486, 2331]
explanation: ବ୍ୟାଖ୍ୟା: ଯଦି କେହି ବ୍ୟକ୍ତି ନିଜେ କୋଇ ଜମିରେ କୋଇଲା ଉତ୍ପାଦନ କରିବା ପାଇଁ ଖଣି କାର୍ଯ୍ୟ ପରିଚାଳନା କରିବାକୁ ଇଚ୍ଛା ପ୍ରକାଶ କରି ସେଠାରେ କେନ୍ଦ୍ର ସରକାର ବା ଅନ୍ୟ କୌଣସି ବ୍ୟକ୍ତି ଦ୍ୱାରା ସେପରି କାର୍ଯ୍ୟ ପରିଚାଳନା କରିବା ଉଚିତ ନୁହେଁ ବୋଲି କହେ ତା' ହେଲେ ଏହି ବିଭାଗର ବ୍ୟାଖ୍ୟା ଅନୁଯାୟୀ ତାହା ଏକ ଅଭିଯୋଗ ବା ଆପତ୍ତି ରୂପେ ବିବେଚିତ ହେବ ନାହିଁ ।	[42, 957, 1458, 995]
table-row	[767, 1544, 1466, 1566]
table-cell: ଅନୁଗୁଳ	[1159, 1566, 1208, 1588]
note-2: ଟିପ୍ପଣୀ-୨: ଏତଦ୍ୱାରା ନିମ୍ନଲିଖିତ ବିଷୟ ସୂଚାଉଥିବା ଉପରୋକ୍ତ ଉକ୍ତ ଆଇନ୍ ଅନ୍ତର୍ଗତ ବିଭାଗ ୮ ର ବ୍ୟବସ୍ଥାବଳୀ ସଂପର୍କରେ ଧ୍ୟାନ ଦେବା ପାଇଁ ସାଗତ କରାଯାଉଛି ।	[42, 857, 955, 873]
table-cell: ୪୧	[306, 1588, 380, 1610]
table-cell: ଛେଣ୍ଡିପଦା	[951, 1588, 1018, 1610]
table-cell: ୧.୬୯୩୦	[1208, 1500, 1407, 1522]
table-cell: ୪୦	[306, 1522, 380, 1544]
table-cell: ୦୧.	[57, 1478, 107, 1500]
table-cell: ଅନୁଗୁଳ	[447, 1500, 496, 1522]
table-row	[767, 1500, 1466, 1522]
table-b-header-row	[767, 1456, 1466, 1478]
table-cell: ଅନୁଗୁଳ	[1159, 1522, 1208, 1544]
table-b-col-header: ଥାନା ସଂଖ୍ୟା	[1018, 1456, 1092, 1478]
table-cell: ଅଂଶ	[697, 1566, 756, 1588]
plot-section-1-title: ୧. ମାଲକଙ୍କା ଜଙ୍ଗଲ ଗାଁ :	[42, 1767, 188, 1782]
table-cell	[1018, 1632, 1092, 1654]
table-row	[57, 1566, 756, 1588]
forest-land-table	[766, 1455, 1466, 1654]
table-cell	[817, 1632, 951, 1654]
table-cell: ୧୨୨.୮୭୫୬	[497, 1566, 697, 1588]
table-cell: ୨୫.୫୪୩୦	[497, 1522, 697, 1544]
table-cell: ୧୨୨.୦୮୯	[497, 1588, 697, 1610]
plot-numbers-heading: ଅଧିଗ୍ରହଣ ପାଇଁ ଉଦ୍ଦିଷ୍ଟ ଜମି (ପ୍ଲଟ୍) ସଂଖ୍ୟା –	[46, 1742, 308, 1758]
table-cell: ଛେଣ୍ଡିପଦା	[380, 1610, 447, 1632]
notification-type: ଅଧିସୂଚନା	[699, 567, 801, 600]
table-cell: ଅନୁଗୁଳ	[447, 1544, 496, 1566]
summary-label: ସର୍ବସ୍ୱଚ୍ଛ:	[30, 1415, 93, 1431]
table-cell: ଅନୁଗୁଳ	[1159, 1500, 1208, 1522]
table-b-label: (ଖ) ଜଙ୍ଗଲ ଜମି:	[772, 1435, 875, 1451]
table-row	[57, 1500, 756, 1522]
table-cell: ୯.୮୫୬୯	[1208, 1522, 1407, 1544]
table-cell: ଅନୁଗୁଳ	[447, 1610, 496, 1632]
table-b-col-header: ଗାଁର ନାମ	[817, 1456, 951, 1478]
running-header	[0, 0, 1500, 30]
table-cell: ୭୭	[306, 1544, 380, 1566]
table-cell: ଛେଣ୍ଡିପଦା	[951, 1500, 1018, 1522]
table-row	[767, 1478, 1466, 1500]
table-cell: ଅନୁଗୁଳ	[447, 1478, 496, 1500]
table-b-col-header: ଥାନା	[951, 1456, 1018, 1478]
table-cell: ସଂପୂର୍ଣ୍ଣ	[697, 1588, 756, 1610]
table-cell: ଛେଣ୍ଡିପଦା	[1092, 1566, 1159, 1588]
emblem-graphic	[686, 83, 816, 273]
